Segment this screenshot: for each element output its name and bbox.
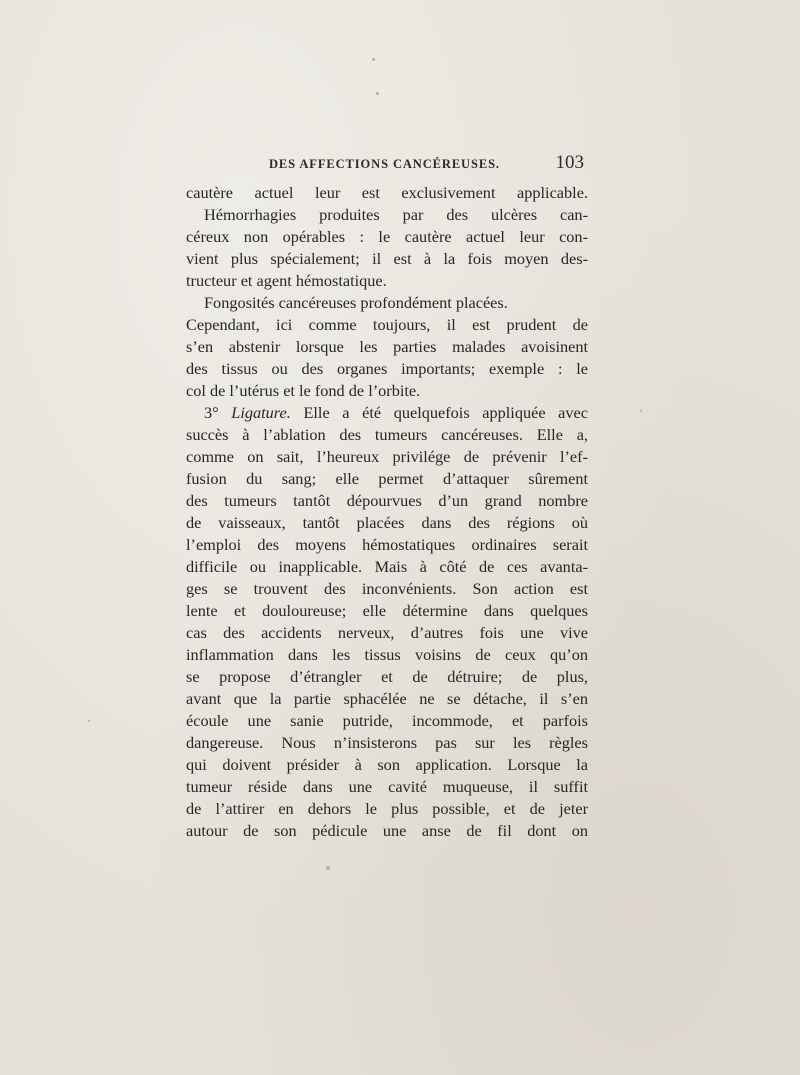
text-line: de l’attirer en dehors le plus possible, et de jeter	[186, 799, 588, 818]
text-line: l’emploi des moyens hémostatiques ordinaires serait	[186, 535, 588, 554]
text-line-rest: Elle a été quelquefois appliquée avec	[303, 403, 588, 422]
paper-speck	[372, 58, 375, 61]
section-heading-ligature: Ligature.	[231, 403, 291, 422]
text-line: écoule une sanie putride, incommode, et parfois	[186, 711, 588, 730]
text-line: des tumeurs tantôt dépourvues d’un grand nombre	[186, 491, 588, 510]
text-line: qui doivent présider à son application. Lorsque la	[186, 755, 588, 774]
section-number: 3°	[204, 403, 232, 422]
text-line: Hémorrhagies produites par des ulcères can-	[204, 205, 588, 224]
text-line: col de l’utérus et le fond de l’orbite.	[186, 381, 421, 400]
text-line: céreux non opérables : le cautère actuel leur con-	[186, 227, 588, 246]
text-line: ges se trouvent des inconvénients. Son action est	[186, 579, 588, 598]
text-line: comme on sait, l’heureux privilége de prévenir l’ef-	[186, 447, 588, 466]
text-line: Cependant, ici comme toujours, il est prudent de	[186, 315, 588, 334]
page-header	[186, 152, 588, 176]
text-line: se propose d’étrangler et de détruire; de plus,	[186, 667, 588, 686]
text-line: Fongosités cancéreuses profondément placées.	[204, 293, 508, 312]
text-line: lente et douloureuse; elle détermine dans quelques	[186, 601, 588, 620]
running-head: DES AFFECTIONS CANCÉREUSES.	[269, 157, 500, 171]
body-text	[186, 182, 588, 842]
text-line: de vaisseaux, tantôt placées dans des régions où	[186, 513, 588, 532]
text-line: cautère actuel leur est exclusivement applicable.	[186, 183, 588, 202]
text-line: vient plus spécialement; il est à la fois moyen des-	[186, 249, 588, 268]
paper-speck	[376, 92, 379, 95]
page-number: 103	[555, 152, 584, 173]
paper-speck	[88, 720, 90, 722]
text-line: s’en abstenir lorsque les parties malades avoisinent	[186, 337, 588, 356]
text-line: dangereuse. Nous n’insisterons pas sur les règles	[186, 733, 588, 752]
text-line: fusion du sang; elle permet d’attaquer sûrement	[186, 469, 588, 488]
text-line: autour de son pédicule une anse de fil dont on	[186, 821, 588, 840]
text-line: cas des accidents nerveux, d’autres fois une vive	[186, 623, 588, 642]
paper-speck	[640, 410, 642, 412]
text-line: tructeur et agent hémostatique.	[186, 271, 387, 290]
text-line: des tissus ou des organes importants; exemple : le	[186, 359, 588, 378]
text-line: avant que la partie sphacélée ne se détache, il s’en	[186, 689, 588, 708]
text-line: difficile ou inapplicable. Mais à côté de ces avanta-	[186, 557, 588, 576]
text-line: inflammation dans les tissus voisins de ceux qu’on	[186, 645, 588, 664]
text-line: succès à l’ablation des tumeurs cancéreuses. Elle a,	[186, 425, 588, 444]
text-line-ligature	[186, 402, 588, 424]
text-line: tumeur réside dans une cavité muqueuse, il suffit	[186, 777, 588, 796]
paper-speck	[326, 866, 330, 870]
